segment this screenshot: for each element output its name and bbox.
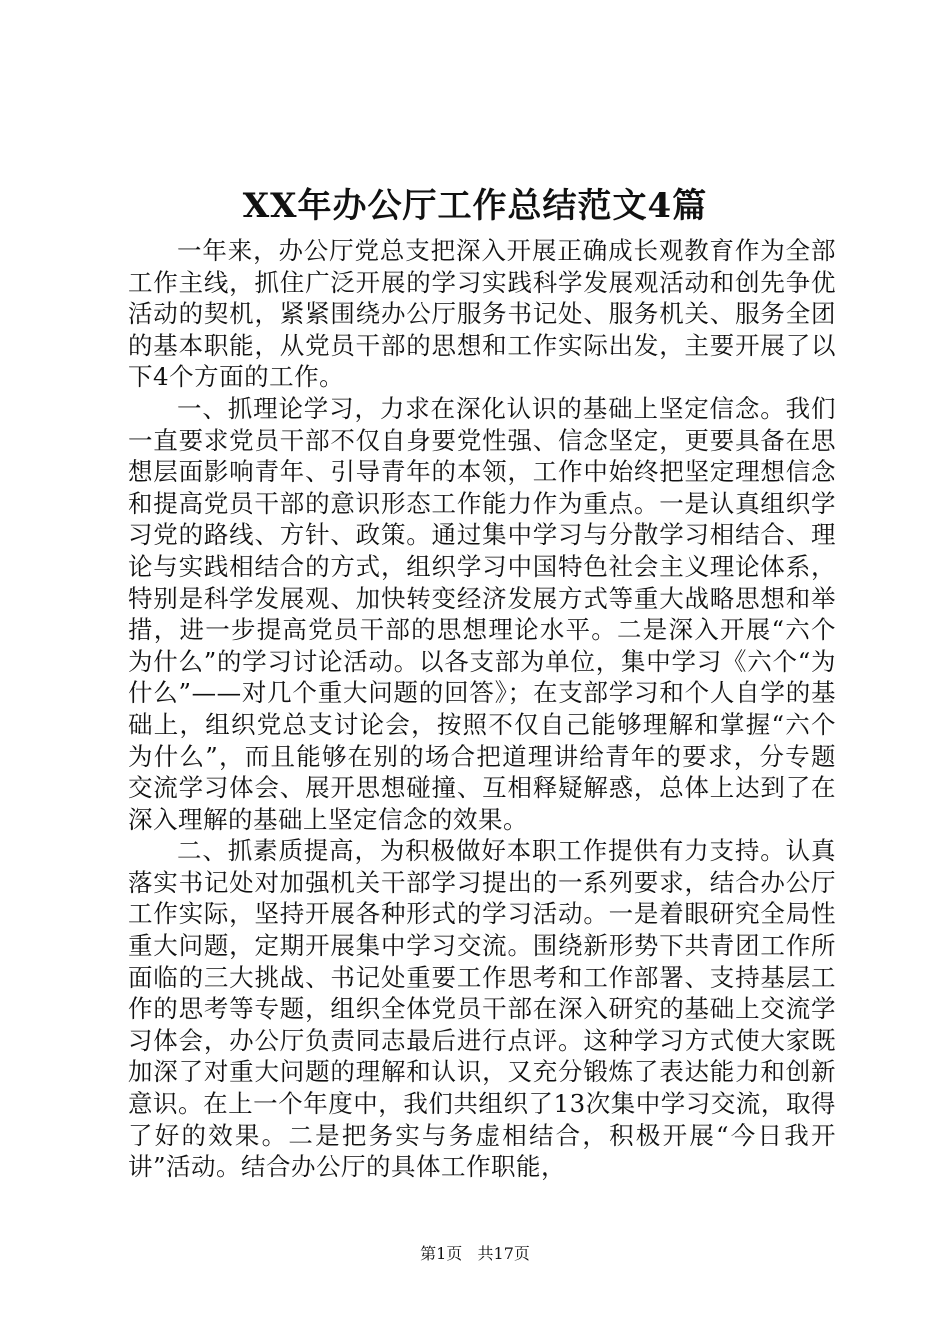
- paragraph-intro: 一年来，办公厅党总支把深入开展正确成长观教育作为全部工作主线，抓住广泛开展的学习实践科学发展观活动和创先争优活动的契机，紧紧围绕办公厅服务书记处、服务机关、服务全团的基本职能，从党员干部的思想和工作实际出发，主要开展了以下4个方面的工作。: [128, 236, 836, 392]
- page-number: 第1页: [420, 1244, 463, 1263]
- document-body: [128, 235, 836, 1183]
- page-footer: [0, 1244, 950, 1264]
- document-title: XX年办公厅工作总结范文4篇: [242, 186, 708, 226]
- page-total: 共17页: [477, 1244, 530, 1263]
- paragraph-section-2: 二、抓素质提高，为积极做好本职工作提供有力支持。认真落实书记处对加强机关干部学习提出的一系列要求，结合办公厅工作实际，坚持开展各种形式的学习活动。一是着眼研究全局性重大问题，定期开展集中学习交流。围绕新形势下共青团工作所面临的三大挑战、书记处重要工作思考和工作部署、支持基层工作的思考等专题，组织全体党员干部在深入研究的基础上交流学习体会，办公厅负责同志最后进行点评。这种学习方式使大家既加深了对重大问题的理解和认识，又充分锻炼了表达能力和创新意识。在上一个年度中，我们共组织了13次集中学习交流，取得了好的效果。二是把务实与务虚相结合，积极开展“今日我开讲”活动。结合办公厅的具体工作职能，: [128, 836, 836, 1182]
- paragraph-section-1: 一、抓理论学习，力求在深化认识的基础上坚定信念。我们一直要求党员干部不仅自身要党性强、信念坚定，更要具备在思想层面影响青年、引导青年的本领，工作中始终把坚定理想信念和提高党员干部的意识形态工作能力作为重点。一是认真组织学习党的路线、方针、政策。通过集中学习与分散学习相结合、理论与实践相结合的方式，组织学习中国特色社会主义理论体系，特别是科学发展观、加快转变经济发展方式等重大战略思想和举措，进一步提高党员干部的思想理论水平。二是深入开展“六个为什么”的学习讨论活动。以各支部为单位，集中学习《六个“为什么”——对几个重大问题的回答》；在支部学习和个人自学的基础上，组织党总支讨论会，按照不仅自己能够理解和掌握“六个为什么”，而且能够在别的场合把道理讲给青年的要求，分专题交流学习体会、展开思想碰撞、互相释疑解惑，总体上达到了在深入理解的基础上坚定信念的效果。: [128, 393, 836, 834]
